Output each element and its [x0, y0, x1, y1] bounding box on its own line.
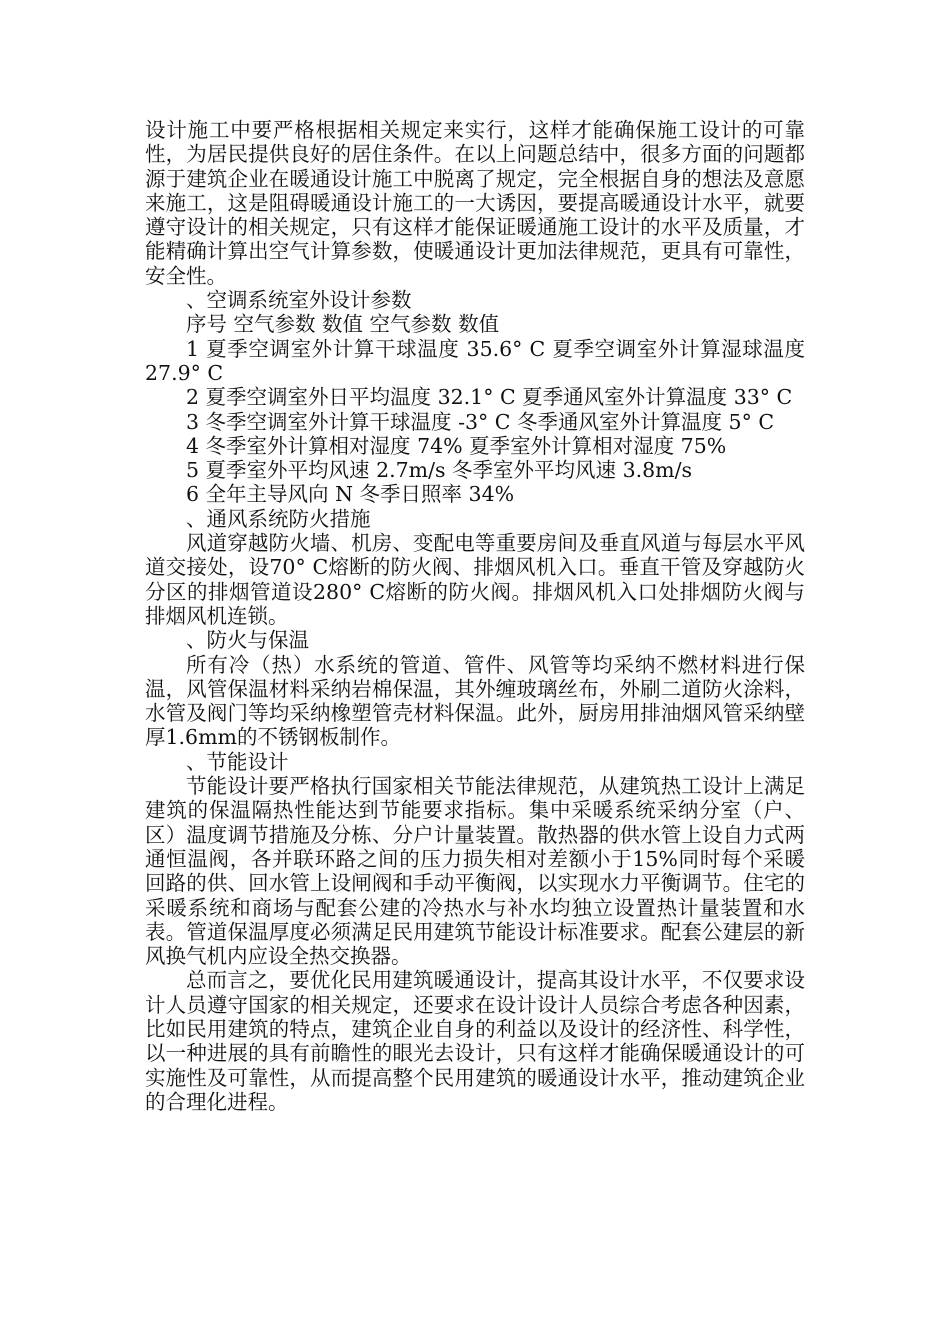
document-body	[145, 118, 805, 1114]
section-heading-ventilation-fire-measures: 、通风系统防火措施	[186, 506, 371, 531]
section-heading-air-conditioning-parameters: 、空调系统室外设计参数	[186, 288, 412, 313]
body-paragraph: 设计施工中要严格根据相关规定来实行，这样才能确保施工设计的可靠性，为居民提供良好的居住条件。在以上问题总结中，很多方面的问题都源于建筑企业在暖通设计施工中脱离了规定，完全根据自身的想法及意愿来施工，这是阻碍暖通设计施工的一大诱因，要提高暖通设计水平，就要遵守设计的相关规定，只有这样才能保证暖通施工设计的水平及质量，才能精确计算出空气计算参数，使暖通设计更加法律规范，更具有可靠性，安全性。	[145, 118, 805, 288]
body-paragraph: 节能设计要严格执行国家相关节能法律规范，从建筑热工设计上满足建筑的保温隔热性能达到节能要求指标。集中采暖系统采纳分室（户、区）温度调节措施及分栋、分户计量装置。散热器的供水管上设自力式两通恒温阀，各并联环路之间的压力损失相对差额小于15%同时每个采暖回路的供、回水管上设闸阀和手动平衡阀，以实现水力平衡调节。住宅的采暖系统和商场与配套公建的冷热水与补水均独立设置热计量装置和水表。管道保温厚度必须满足民用建筑节能设计标准要求。配套公建层的新风换气机内应设全热交换器。	[145, 774, 805, 969]
section-heading-fire-and-insulation: 、防火与保温	[186, 628, 309, 653]
parameter-row: 3 冬季空调室外计算干球温度 -3° C 冬季通风室外计算温度 5° C	[186, 409, 775, 434]
conclusion-paragraph: 总而言之，要优化民用建筑暖通设计，提高其设计水平，不仅要求设计人员遵守国家的相关规定，还要求在设计设计人员综合考虑各种因素，比如民用建筑的特点，建筑企业自身的利益以及设计的经济性、科学性，以一种进展的具有前瞻性的眼光去设计，只有这样才能确保暖通设计的可实施性及可靠性，从而提高整个民用建筑的暖通设计水平，推动建筑企业的合理化进程。	[145, 968, 805, 1114]
parameter-row: 4 冬季室外计算相对湿度 74% 夏季室外计算相对湿度 75%	[186, 433, 727, 458]
parameter-row: 5 夏季室外平均风速 2.7m/s 冬季室外平均风速 3.8m/s	[186, 458, 693, 483]
section-heading-energy-saving-design: 、节能设计	[186, 749, 289, 774]
parameter-row: 2 夏季空调室外日平均温度 32.1° C 夏季通风室外计算温度 33° C	[186, 385, 793, 410]
parameter-row: 1 夏季空调室外计算干球温度 35.6° C 夏季空调室外计算湿球温度 27.9° C	[145, 336, 805, 385]
body-paragraph: 风道穿越防火墙、机房、变配电等重要房间及垂直风道与每层水平风道交接处，设70° C熔断的防火阀、排烟风机入口。垂直干管及穿越防火分区的排烟管道设280° C熔断的防火阀。排烟风机入口处排烟防火阀与排烟风机连锁。	[145, 531, 805, 628]
parameter-table-header: 序号 空气参数 数值 空气参数 数值	[186, 312, 500, 337]
body-paragraph: 所有冷（热）水系统的管道、管件、风管等均采纳不燃材料进行保温，风管保温材料采纳岩棉保温，其外缠玻璃丝布，外刷二道防火涂料，水管及阀门等均采纳橡塑管壳材料保温。此外，厨房用排油烟风管采纳壁厚1.6mm的不锈钢板制作。	[145, 652, 805, 750]
parameter-row: 6 全年主导风向 N 冬季日照率 34%	[186, 482, 515, 507]
